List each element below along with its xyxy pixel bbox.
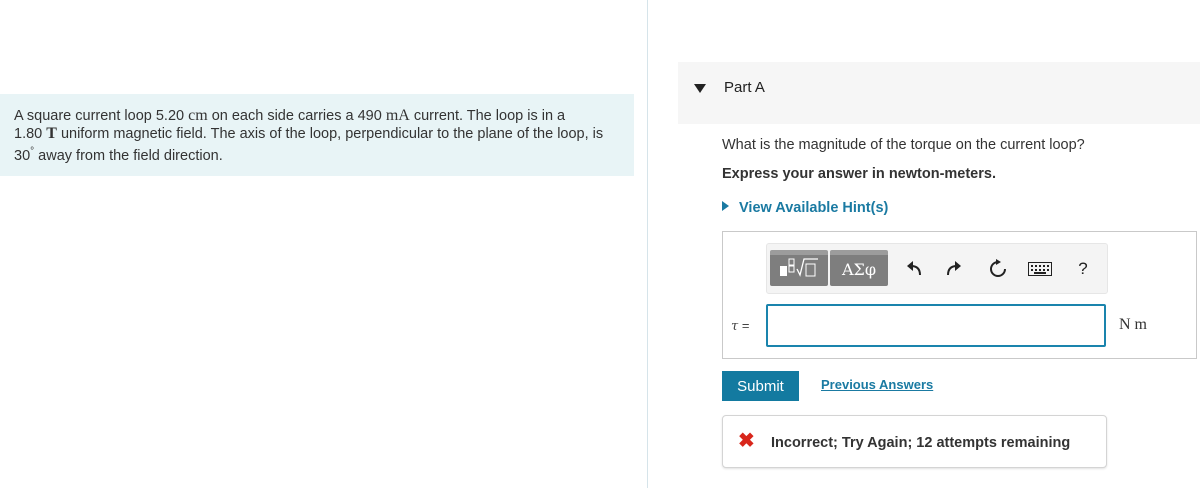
help-icon[interactable]: ? (1078, 259, 1088, 278)
view-hints-link[interactable] (722, 200, 888, 216)
feedback-box (722, 415, 1107, 468)
problem-text: A square current loop 5.20 (14, 108, 189, 124)
collapse-arrow-icon[interactable] (694, 84, 706, 93)
submit-button[interactable]: Submit (722, 371, 799, 401)
templates-button[interactable] (770, 250, 828, 286)
answer-input[interactable] (766, 304, 1106, 347)
answer-variable-label (731, 318, 749, 334)
instruction-text: Express your answer in newton-meters. (722, 166, 996, 182)
question-text: What is the magnitude of the torque on the current loop? (722, 137, 1085, 153)
answer-units: N m (1119, 316, 1147, 333)
problem-text: uniform magnetic field. The axis of the loop, perpendicular to the plane of the loop, is (56, 126, 604, 142)
previous-answers-link[interactable]: Previous Answers (821, 377, 934, 392)
problem-text: 1.80 (14, 126, 47, 142)
reset-icon[interactable] (987, 258, 1009, 280)
unit-ma: mA (385, 107, 410, 124)
feedback-text: Incorrect; Try Again; 12 attempts remaining (771, 435, 1071, 451)
unit-cm: cm (188, 107, 208, 124)
hint-label: View Available Hint(s) (739, 200, 889, 216)
problem-text: on each side carries a 490 (207, 108, 386, 124)
problem-statement (0, 94, 634, 176)
templates-icon (773, 255, 825, 283)
undo-icon[interactable] (903, 258, 925, 280)
redo-icon[interactable] (943, 258, 965, 280)
part-title[interactable]: Part A (724, 79, 765, 96)
symbols-button[interactable]: ΑΣφ (830, 250, 888, 286)
degree-symbol: ° (30, 146, 35, 157)
problem-text: 30 (14, 147, 31, 164)
keyboard-icon[interactable] (1027, 258, 1053, 280)
math-toolbar (766, 243, 1108, 294)
problem-line-2 (14, 125, 622, 143)
tau-symbol: τ (731, 319, 739, 334)
problem-text: away from the field direction. (34, 147, 223, 164)
unit-tesla: T (46, 125, 57, 142)
problem-line-3 (14, 143, 622, 165)
problem-line-1 (14, 107, 622, 125)
equals-sign: = (738, 318, 750, 333)
problem-text: current. The loop is in a (409, 108, 566, 124)
expand-triangle-icon (722, 201, 729, 211)
incorrect-x-icon: ✖ (738, 430, 755, 452)
